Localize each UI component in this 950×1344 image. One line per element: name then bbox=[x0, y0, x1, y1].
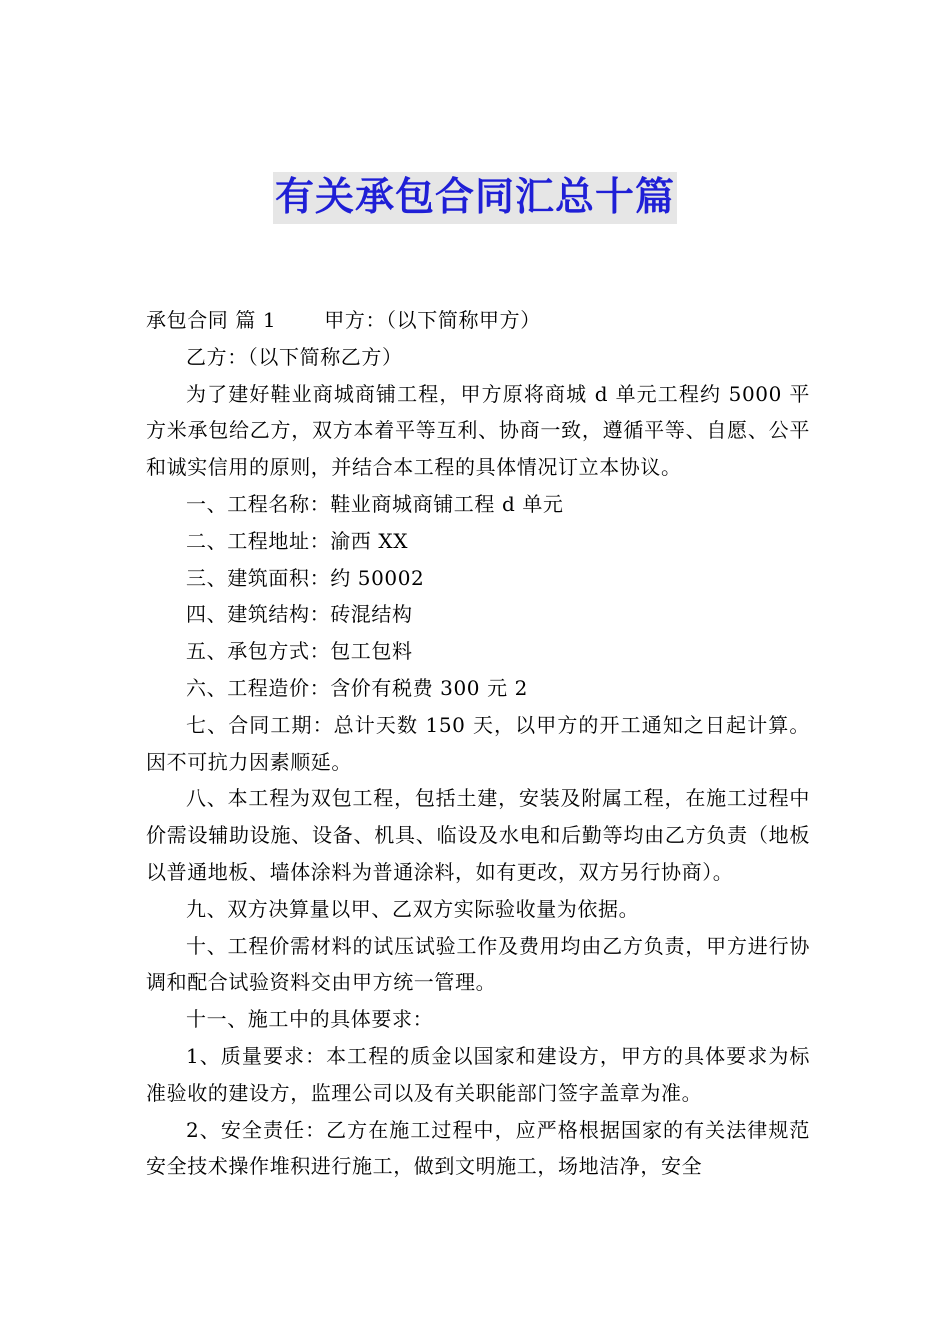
party-a-line: 甲方：（以下简称甲方） bbox=[324, 308, 541, 332]
paragraph-preamble: 为了建好鞋业商城商铺工程，甲方原将商城 d 单元工程约 5000 平方米承包给乙方，双方本着平等互利、协商一致，遵循平等、自愿、公平和诚实信用的原则，并结合本工程的具体情况订立本协议。 bbox=[146, 381, 810, 480]
clause-project-cost: 六、工程造价：含价有税费 300 元 2 bbox=[186, 675, 528, 700]
first-line bbox=[146, 302, 810, 339]
clause-settlement: 九、双方决算量以甲、乙双方实际验收量为依据。 bbox=[186, 896, 640, 921]
clause-safety: 2、安全责任：乙方在施工过程中，应严格根据国家的有关法律规范安全技术操作堆积进行施工，做到文明施工，场地洁净，安全 bbox=[146, 1117, 810, 1179]
clause-building-structure: 四、建筑结构：砖混结构 bbox=[186, 602, 413, 627]
clause-contract-method: 五、承包方式：包工包料 bbox=[186, 639, 413, 664]
document-title bbox=[0, 172, 950, 224]
clause-contract-period: 七、合同工期：总计天数 150 天，以甲方的开工通知之日起计算。因不可抗力因素顺延。 bbox=[146, 712, 810, 774]
paragraph-party-b: 乙方：（以下简称乙方） bbox=[186, 344, 403, 369]
section-heading: 承包合同 篇 1 bbox=[146, 308, 277, 332]
clause-quality: 1、质量要求：本工程的质金以国家和建设方，甲方的具体要求为标准验收的建设方，监理公司以及有关职能部门签字盖章为准。 bbox=[146, 1043, 810, 1105]
clause-scope: 八、本工程为双包工程，包括土建，安装及附属工程，在施工过程中价需设辅助设施、设备、机具、临设及水电和后勤等均由乙方负责（地板以普通地板、墙体涂料为普通涂料，如有更改，双方另行协商）。 bbox=[146, 786, 810, 884]
clause-material-testing: 十、工程价需材料的试压试验工作及费用均由乙方负责，甲方进行协调和配合试验资料交由甲方统一管理。 bbox=[146, 933, 810, 995]
clause-building-area: 三、建筑面积：约 50002 bbox=[186, 565, 425, 590]
document-body bbox=[146, 302, 810, 1185]
clause-requirements-heading: 十一、施工中的具体要求： bbox=[186, 1007, 434, 1032]
clause-project-address: 二、工程地址：渝西 XX bbox=[186, 528, 409, 553]
document-title-text: 有关承包合同汇总十篇 bbox=[273, 172, 677, 224]
clause-project-name: 一、工程名称：鞋业商城商铺工程 d 单元 bbox=[186, 491, 564, 516]
